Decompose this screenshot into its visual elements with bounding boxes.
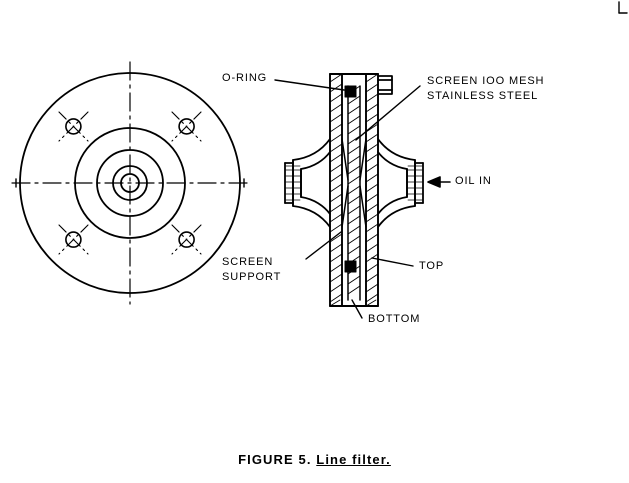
end-view-circular-flange xyxy=(12,62,248,304)
figure-caption-title: Line filter. xyxy=(316,452,391,467)
o-ring-seals xyxy=(345,86,356,272)
figure-caption-prefix: FIGURE 5. xyxy=(238,452,317,467)
oil-in-arrow xyxy=(428,177,450,187)
body-wall-hatch-left xyxy=(330,74,342,306)
label-screen-support-line1: SCREEN xyxy=(222,256,274,268)
label-screen-mesh-line2: STAINLESS STEEL xyxy=(427,90,539,102)
label-bottom: BOTTOM xyxy=(368,313,421,325)
label-oil-in: OIL IN xyxy=(455,175,492,187)
label-screen-support-line2: SUPPORT xyxy=(222,271,282,283)
housing-right xyxy=(378,139,423,227)
screen-support-cones xyxy=(342,139,366,227)
leader-screen-support xyxy=(306,232,341,259)
label-screen-mesh-line1: SCREEN IOO MESH xyxy=(427,75,545,87)
top-fitting xyxy=(378,76,392,94)
housing-left xyxy=(285,139,330,227)
leader-o-ring xyxy=(275,80,344,90)
corner-crop-mark xyxy=(619,2,627,13)
leader-bottom xyxy=(352,300,362,318)
figure-caption xyxy=(0,452,629,467)
label-top: TOP xyxy=(419,260,445,272)
label-o-ring: O-RING xyxy=(222,72,268,84)
cross-section-view xyxy=(285,74,423,306)
body-wall-hatch-right xyxy=(366,74,378,306)
